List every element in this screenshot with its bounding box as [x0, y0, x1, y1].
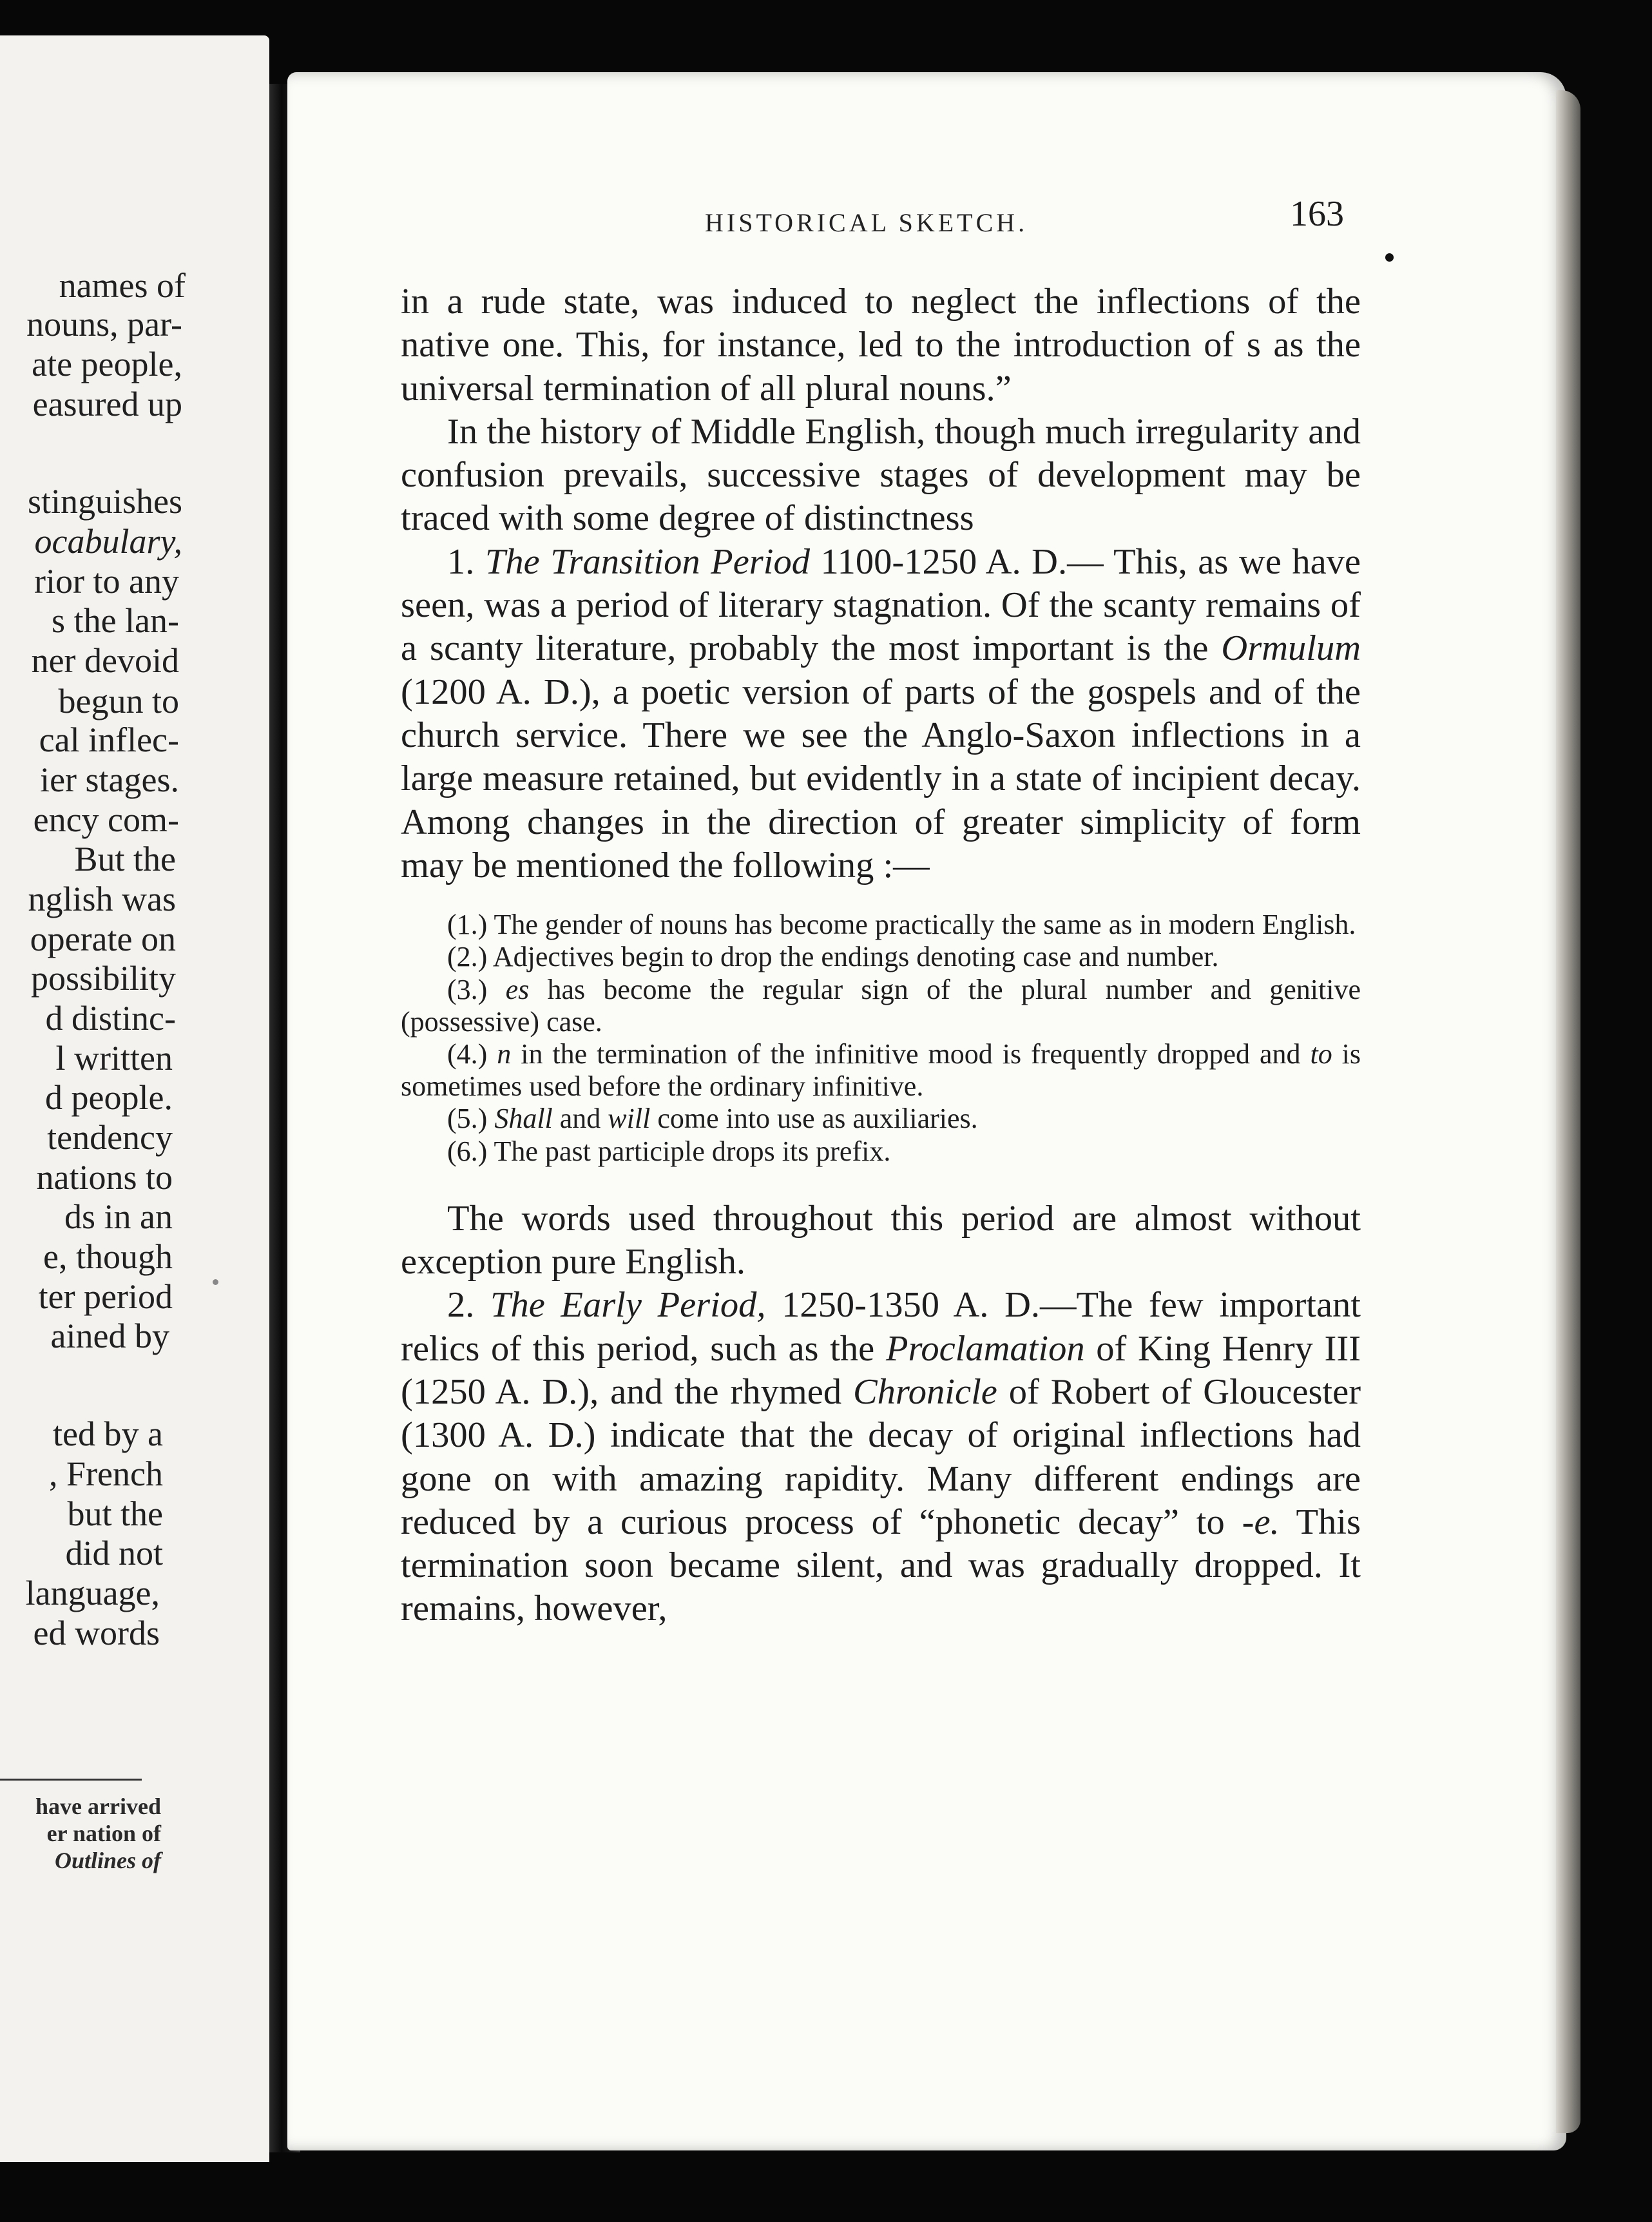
left-line: e, though — [43, 1237, 173, 1276]
term: -e. — [1242, 1502, 1280, 1542]
ink-speck — [213, 1279, 218, 1285]
text-run: and — [559, 1103, 601, 1135]
list-item — [401, 974, 1361, 1038]
work-title: Proclamation — [885, 1328, 1085, 1369]
text-run: 1250-1350 A. D.—The few important relics of this period, such as the — [401, 1285, 1361, 1369]
left-line: language, — [25, 1574, 160, 1612]
section-number: 1. — [447, 541, 475, 582]
list-number: (3.) — [447, 973, 488, 1005]
left-line: ds in an — [64, 1197, 173, 1236]
left-line: cal inflec- — [39, 720, 179, 759]
left-line: d people. — [45, 1078, 173, 1117]
page-number: 163 — [1290, 194, 1344, 234]
left-line: ate people, — [32, 345, 182, 383]
list-item: (2.) Adjectives begin to drop the endings denoting case and number. — [447, 941, 1219, 973]
section-title: The Early Period, — [490, 1285, 766, 1326]
paragraph-early-period — [401, 1284, 1361, 1630]
left-line: but the — [67, 1494, 163, 1533]
left-line: ner devoid — [31, 641, 179, 680]
paragraph-words: The words used throughout this period are almost without exception pure English. — [401, 1198, 1361, 1282]
term: es — [505, 973, 530, 1005]
running-head: HISTORICAL SKETCH. — [705, 208, 1028, 237]
left-line: ed words — [33, 1614, 160, 1652]
left-line: d distinc- — [45, 999, 176, 1038]
left-footnote-line: Outlines of — [54, 1848, 161, 1873]
ink-speck — [1385, 253, 1394, 262]
left-line: nouns, par- — [26, 305, 182, 343]
page-body — [401, 280, 1361, 1631]
change-list — [401, 909, 1361, 1168]
text-run: This termination soon became silent, and was gradually dropped. It remains, however, — [401, 1502, 1361, 1629]
footnote-rule — [0, 1779, 142, 1781]
term: will — [608, 1103, 651, 1135]
list-item — [401, 1038, 1361, 1103]
left-footnote-line: er nation of — [46, 1821, 161, 1846]
text-run: of Robert of Gloucester (1300 A. D.) indicate that the decay of original inflections had gone on with amazing rapidity. Many different endings are reduced by a curious process of “phonetic decay” to — [401, 1371, 1361, 1542]
paragraph-continued: in a rude state, was induced to neglect the inflections of the native one. This, for instance, led to the introduction of s as the universal termination of all plural nouns.” — [401, 282, 1361, 409]
paragraph-middle-english: In the history of Middle English, though much irregularity and confusion prevails, successive stages of development may be traced with some degree of distinctness — [401, 411, 1361, 539]
left-line: names of — [59, 266, 186, 305]
list-item: (6.) The past participle drops its prefix. — [447, 1135, 891, 1167]
term: to — [1310, 1038, 1332, 1070]
left-line: begun to — [58, 682, 179, 720]
left-line: stinguishes — [27, 482, 182, 521]
section-title: The Transition Period — [485, 541, 810, 582]
left-line: rior to any — [34, 562, 179, 601]
left-line: ter period — [38, 1277, 173, 1316]
text-run: (1200 A. D.), a poetic version of parts of the gospels and of the church service. There we see the Anglo-Saxon inflections in a large measure retained, but evidently in a state of incipient decay. Among changes in the direction of greater simplicity of form may be mentioned the following :— — [401, 671, 1361, 885]
left-line: nations to — [36, 1158, 173, 1197]
text-run: in the termination of the infinitive mood is frequently dropped and — [521, 1038, 1301, 1070]
text-run: has become the regular sign of the plural number and genitive (possessive) case. — [401, 973, 1361, 1038]
left-line: , French — [49, 1454, 163, 1493]
list-item: (1.) The gender of nouns has become practically the same as in modern English. — [447, 909, 1356, 941]
left-line: But the — [74, 840, 176, 878]
list-item — [401, 1103, 1361, 1135]
work-title: Ormulum — [1221, 628, 1361, 669]
text-run: of King Henry III (1250 A. D.), and the rhymed — [401, 1328, 1361, 1412]
left-line: ency com- — [33, 800, 179, 839]
term: Shall — [494, 1103, 553, 1135]
left-line: ted by a — [53, 1415, 163, 1453]
text-run: This, as we have seen, was a period of literary stagnation. Of the scanty remains of a scanty literature, probably the most important is the — [401, 541, 1361, 669]
term: n — [497, 1038, 512, 1070]
left-line: s the lan- — [52, 601, 179, 640]
left-footnote-line: have arrived — [35, 1793, 161, 1819]
left-line: l written — [55, 1039, 173, 1077]
left-line: operate on — [30, 920, 176, 958]
left-line: did not — [65, 1534, 163, 1572]
paragraph-transition-period — [401, 541, 1361, 887]
left-line: ained by — [50, 1317, 169, 1355]
left-line: ier stages. — [40, 760, 179, 799]
text-run: come into use as auxiliaries. — [657, 1103, 978, 1135]
left-line: easured up — [32, 385, 182, 423]
list-number: (4.) — [447, 1038, 488, 1070]
left-line: possibility — [30, 959, 176, 998]
work-title: Chronicle — [852, 1371, 997, 1412]
section-number: 2. — [447, 1285, 475, 1326]
page-edge — [1556, 90, 1580, 2133]
list-number: (5.) — [447, 1103, 488, 1135]
section-dates: 1100-1250 A. D.— — [820, 541, 1104, 582]
left-line: nglish was — [28, 880, 176, 918]
left-line: tendency — [47, 1118, 173, 1157]
left-facing-page — [0, 35, 269, 2162]
text-run: is sometimes used before the ordinary infinitive. — [401, 1038, 1361, 1103]
left-line: ocabulary, — [34, 522, 182, 561]
